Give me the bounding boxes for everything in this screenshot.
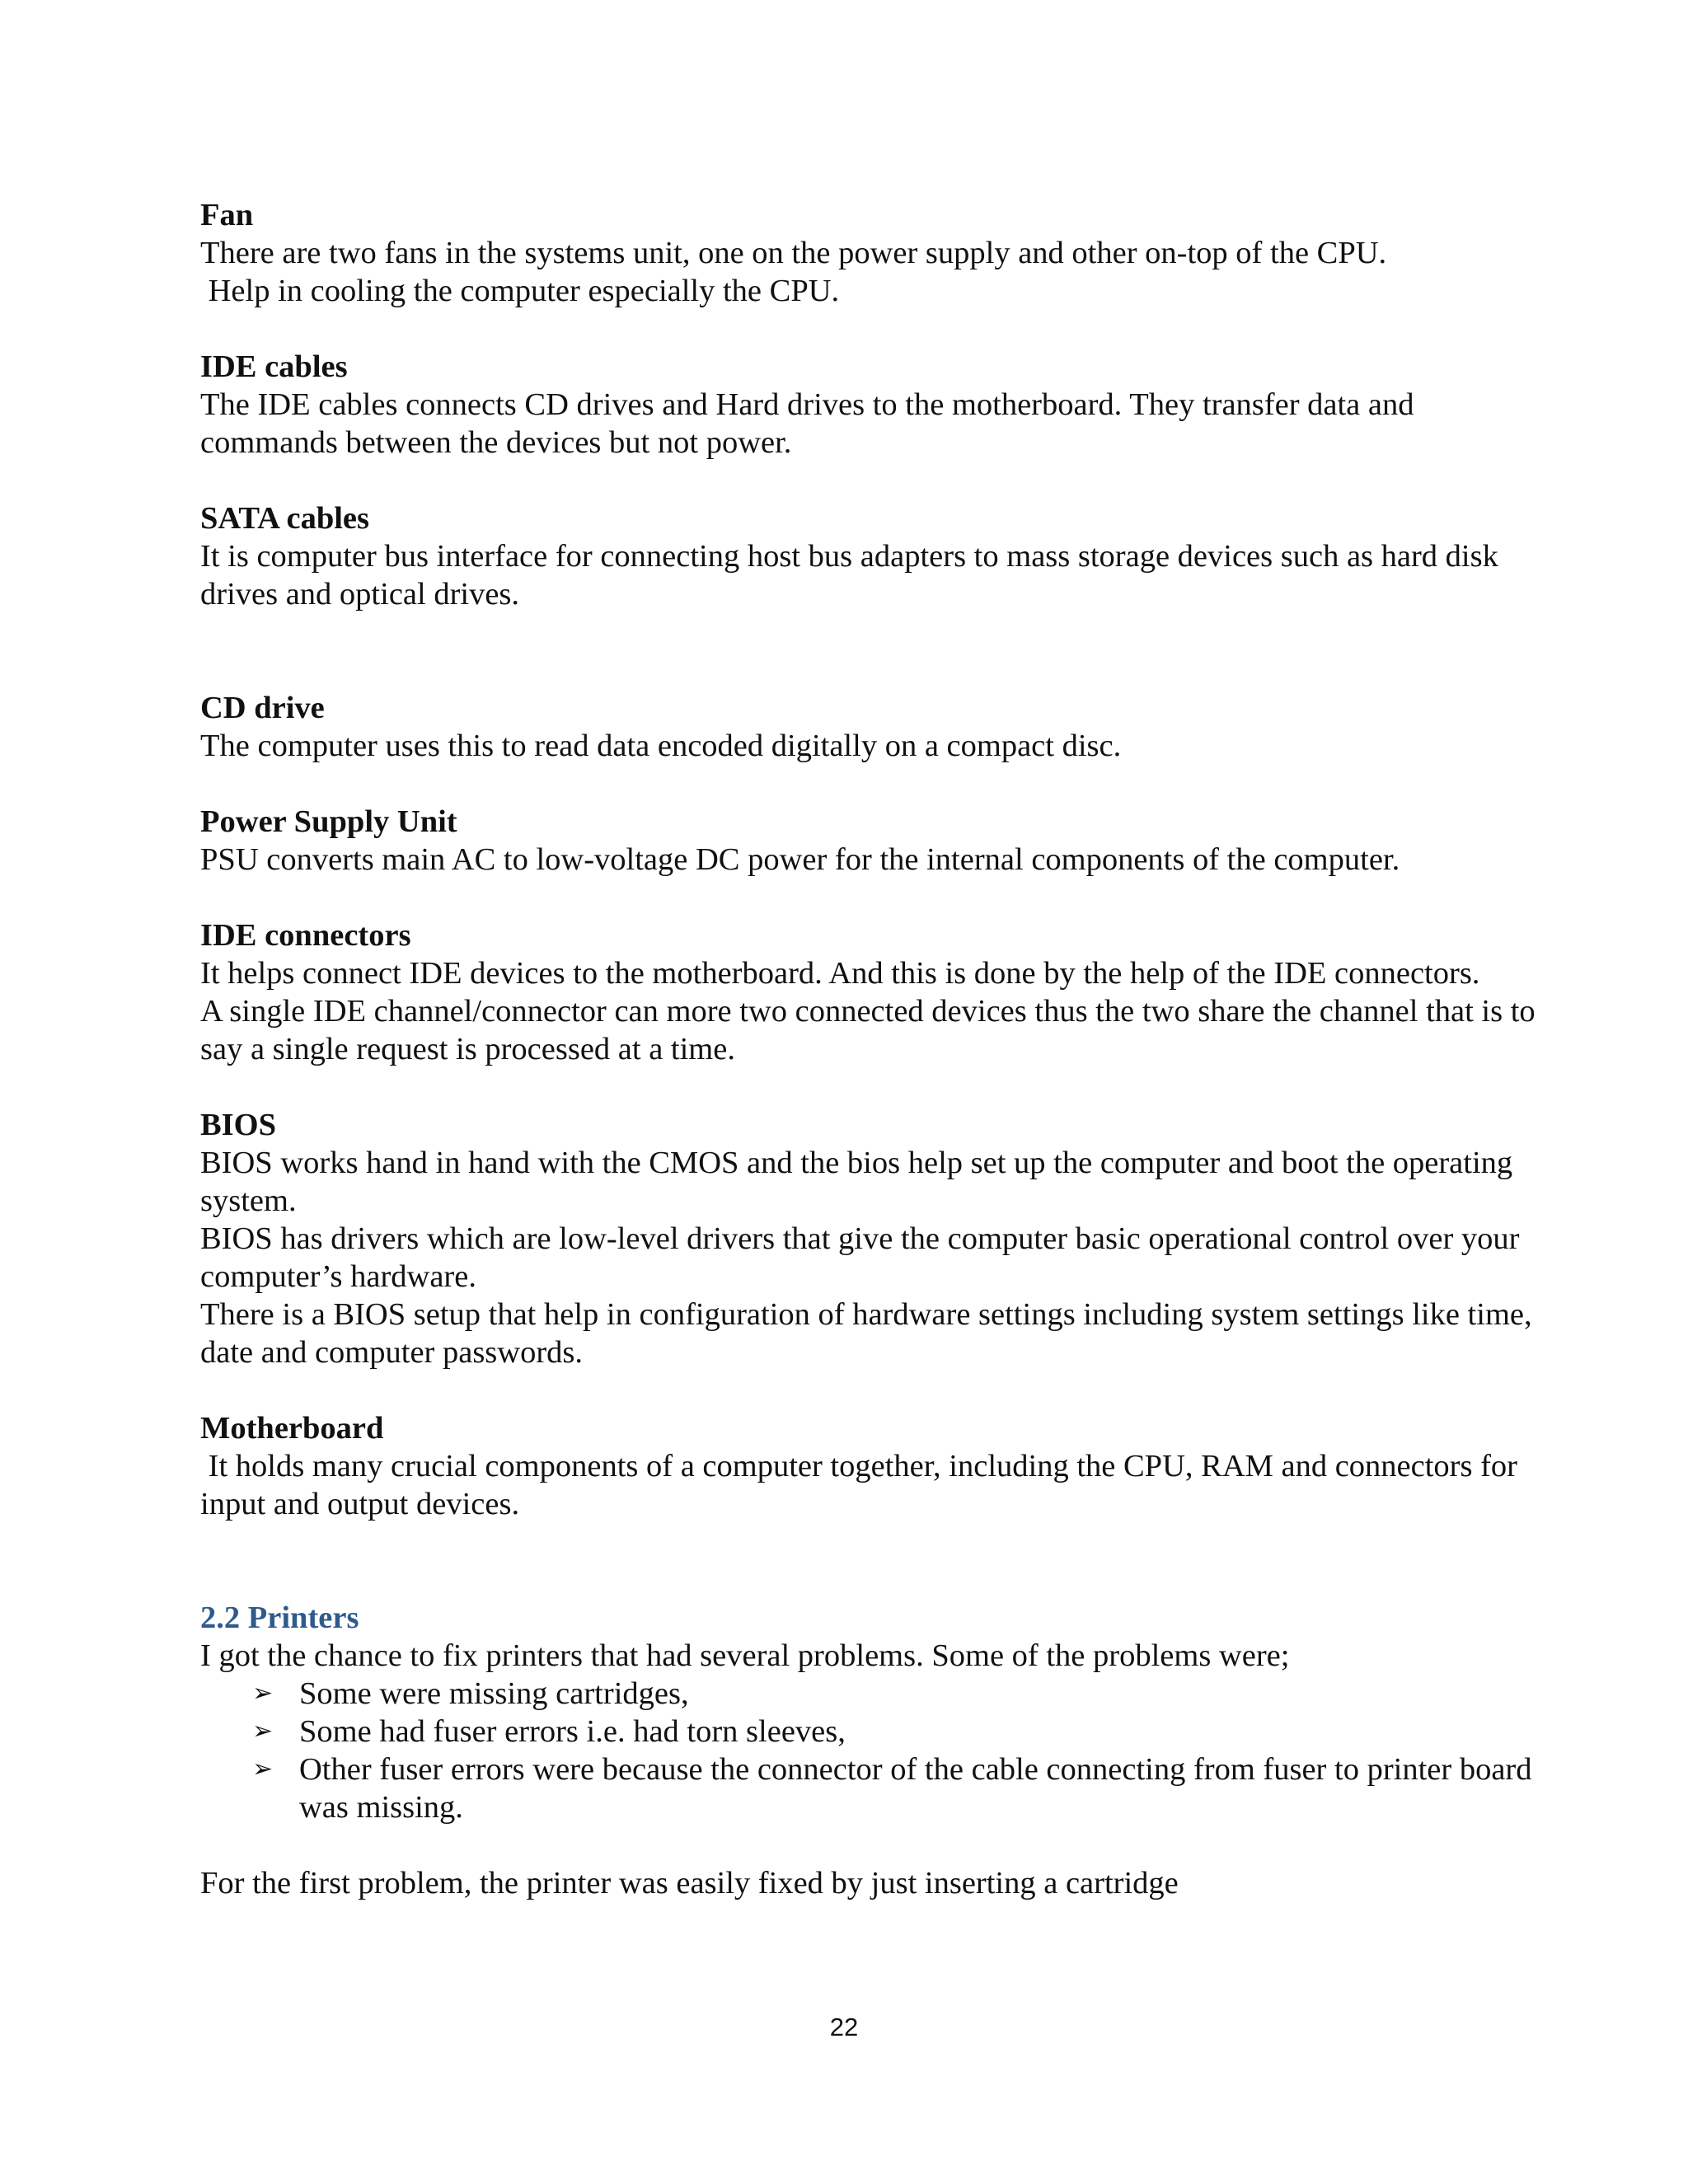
paragraph: There is a BIOS setup that help in configuration of hardware settings including system settings like time, date and computer passwords.: [200, 1297, 1532, 1370]
paragraph: BIOS works hand in hand with the CMOS and the bios help set up the computer and boot the operating system.: [200, 1146, 1513, 1218]
paragraph: I got the chance to fix printers that had several problems. Some of the problems were;: [200, 1638, 1290, 1673]
problem-list: [200, 1675, 1552, 1826]
paragraph: It is computer bus interface for connecting host bus adapters to mass storage devices such as hard disk drives and optical drives.: [200, 539, 1498, 612]
page-body: [200, 196, 1552, 1902]
section-cd-drive: [200, 689, 1552, 765]
paragraph: Help in cooling the computer especially the CPU.: [200, 274, 840, 308]
section-ide-cables: [200, 348, 1552, 462]
section-fan: [200, 196, 1552, 310]
section-heading: IDE connectors: [200, 918, 411, 953]
subsection-heading: 2.2 Printers: [200, 1601, 359, 1635]
list-item: [252, 1675, 1552, 1713]
paragraph: It holds many crucial components of a computer together, including the CPU, RAM and connectors for input and output devices.: [200, 1449, 1526, 1521]
section-heading: Motherboard: [200, 1411, 384, 1446]
section-ide-connectors: [200, 916, 1552, 1068]
paragraph: A single IDE channel/connector can more two connected devices thus the two share the channel that is to say a single request is processed at a time.: [200, 994, 1536, 1066]
paragraph: PSU converts main AC to low-voltage DC power for the internal components of the computer.: [200, 842, 1400, 877]
section-motherboard: [200, 1409, 1552, 1523]
page-number: 22: [829, 2013, 859, 2041]
section-heading: Fan: [200, 198, 254, 232]
section-power-supply-unit: [200, 803, 1552, 879]
list-item: [252, 1713, 1552, 1750]
arrow-bullet-icon: ➢: [252, 1679, 274, 1708]
list-item: [252, 1750, 1552, 1826]
section-heading: CD drive: [200, 691, 325, 725]
paragraph: BIOS has drivers which are low-level drivers that give the computer basic operational control over your computer’s hardware.: [200, 1221, 1520, 1294]
section-bios: [200, 1106, 1552, 1371]
list-item-text: Other fuser errors were because the connector of the cable connecting from fuser to printer board was missing.: [299, 1752, 1532, 1825]
section-heading: Power Supply Unit: [200, 804, 457, 839]
paragraph: The IDE cables connects CD drives and Hard drives to the motherboard. They transfer data and commands between the devices but not power.: [200, 387, 1414, 460]
section-sata-cables: [200, 499, 1552, 613]
section-heading: BIOS: [200, 1108, 277, 1142]
section-heading: SATA cables: [200, 501, 370, 536]
list-item-text: Some were missing cartridges,: [299, 1676, 689, 1711]
arrow-bullet-icon: ➢: [252, 1755, 274, 1783]
section-heading: IDE cables: [200, 349, 348, 384]
paragraph: For the first problem, the printer was easily fixed by just inserting a cartridge: [200, 1866, 1179, 1900]
list-item-text: Some had fuser errors i.e. had torn sleeves,: [299, 1714, 846, 1749]
paragraph: The computer uses this to read data encoded digitally on a compact disc.: [200, 729, 1122, 763]
arrow-bullet-icon: ➢: [252, 1717, 274, 1746]
paragraph: It helps connect IDE devices to the motherboard. And this is done by the help of the IDE connectors.: [200, 956, 1480, 991]
section-printers: [200, 1599, 1552, 1902]
paragraph: There are two fans in the systems unit, one on the power supply and other on-top of the CPU.: [200, 236, 1387, 270]
